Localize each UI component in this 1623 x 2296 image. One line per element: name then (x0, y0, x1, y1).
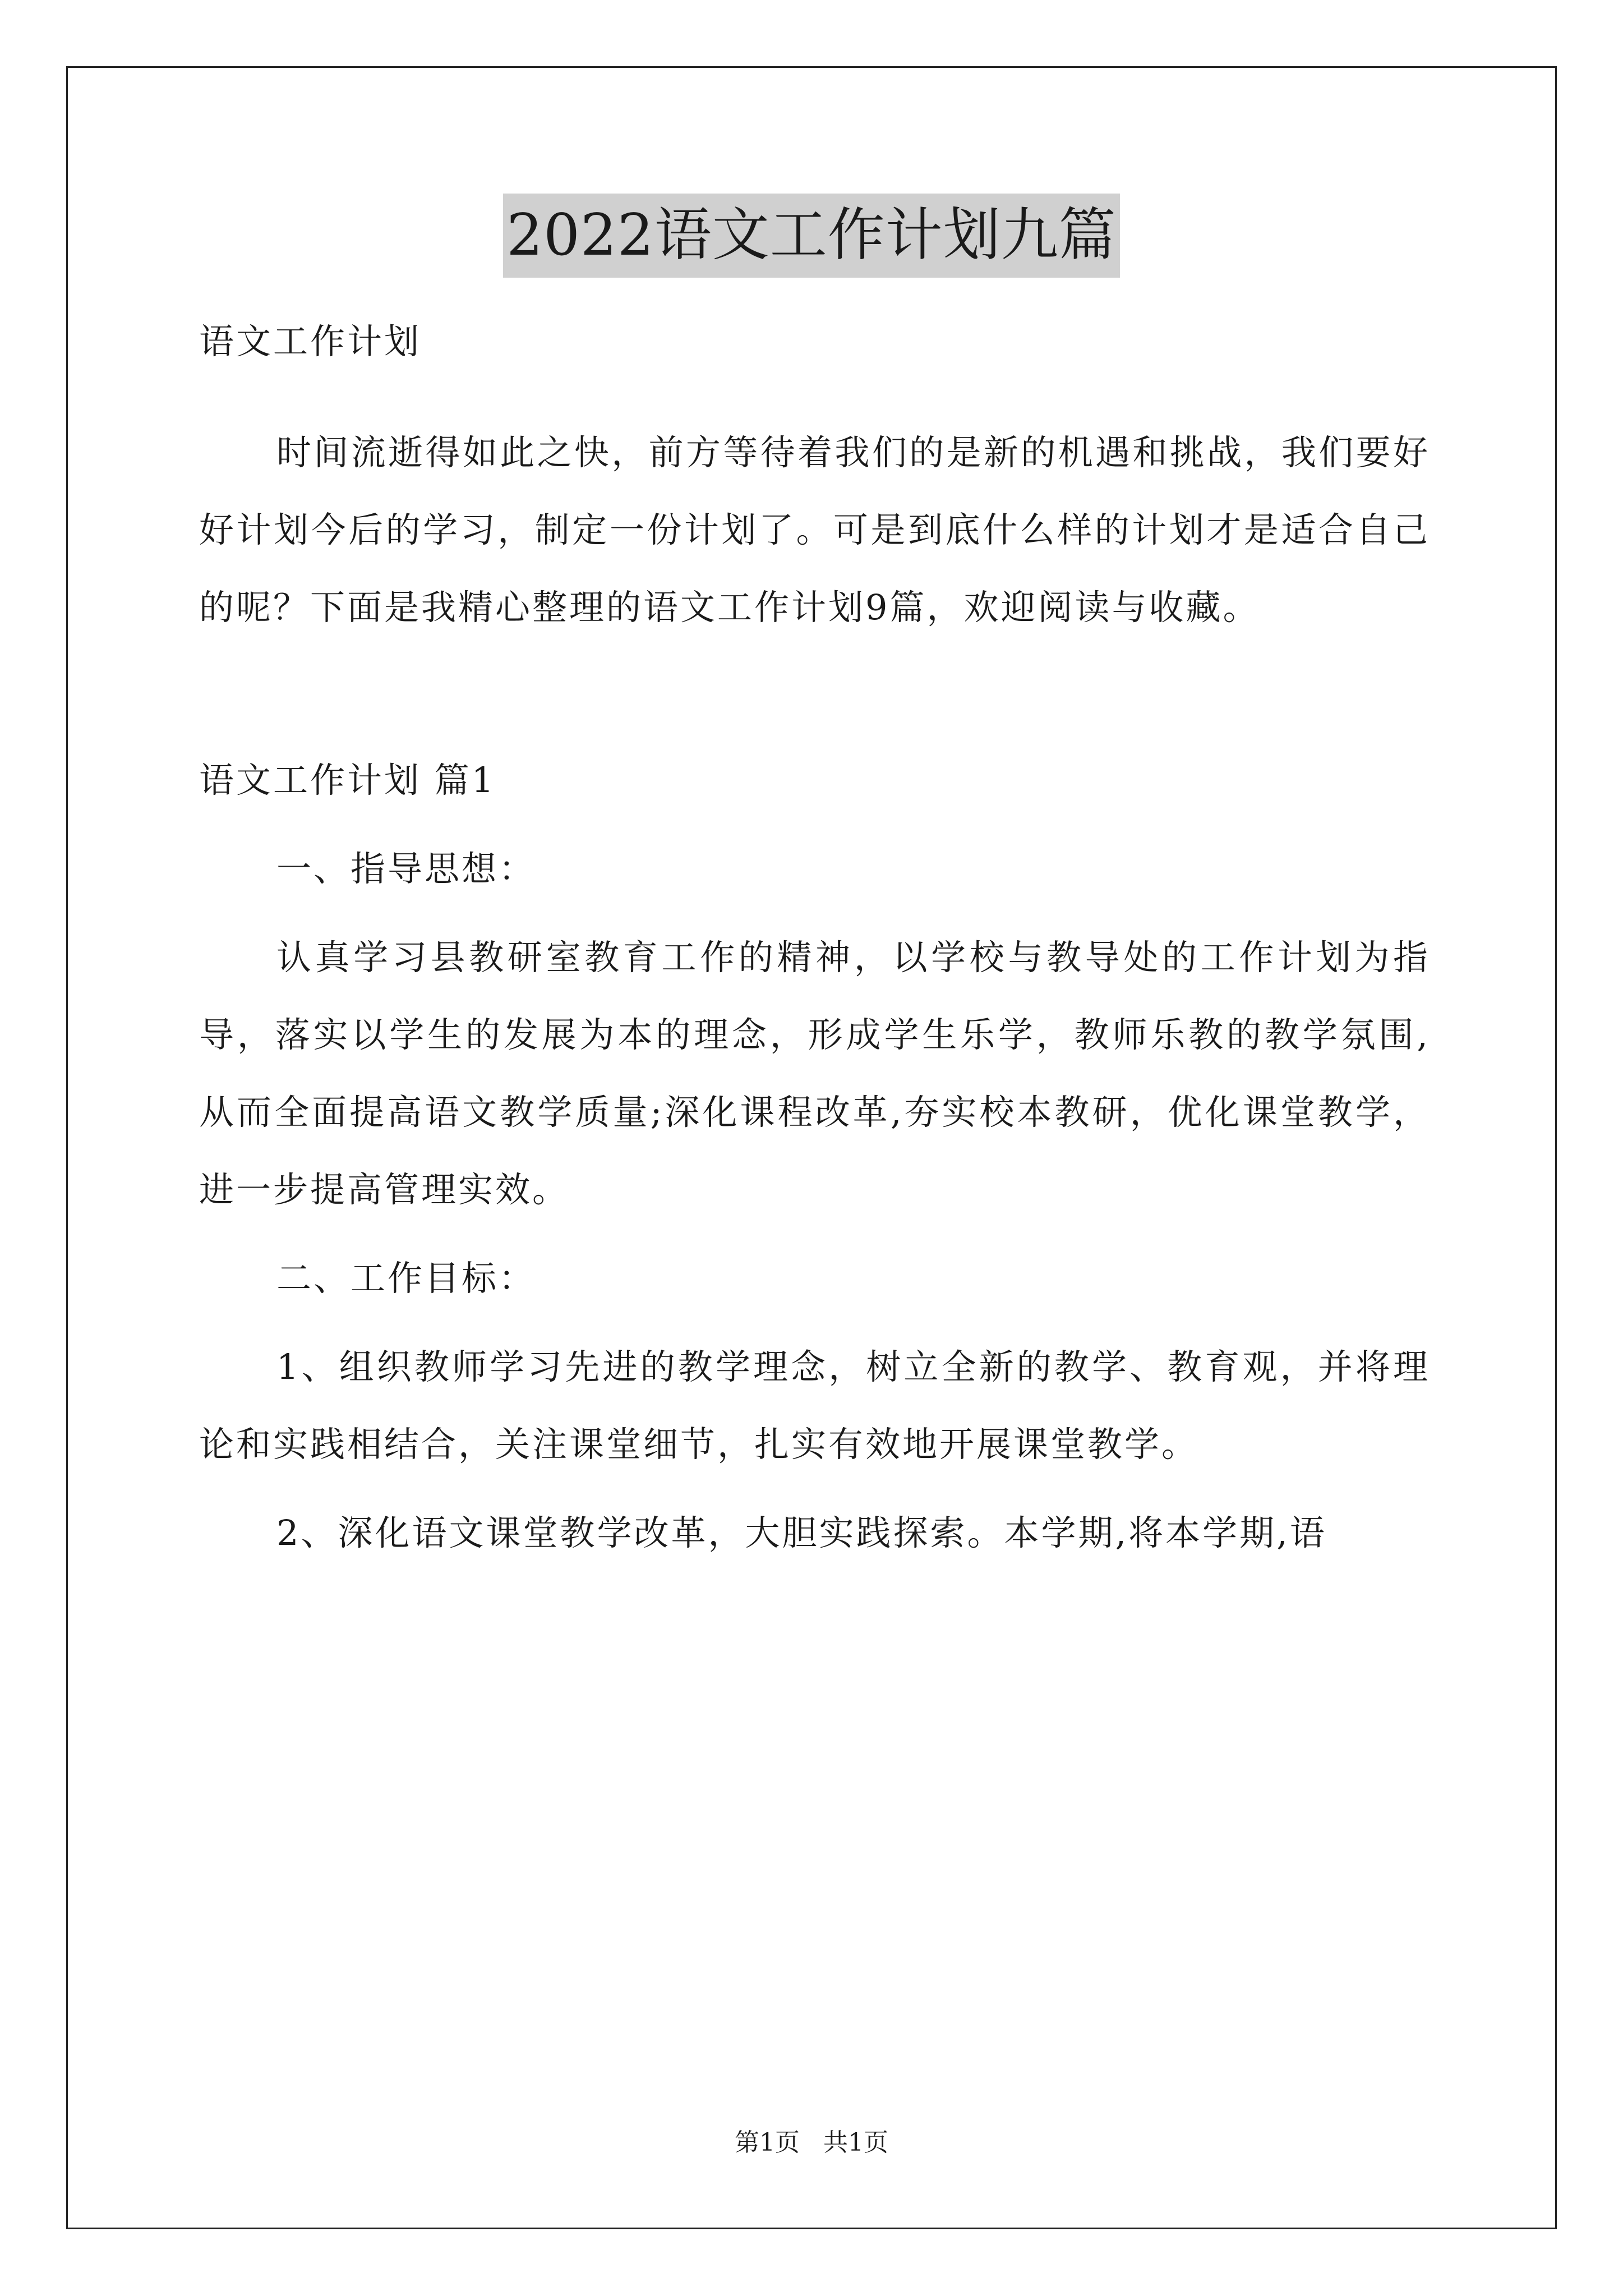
document-body (199, 303, 1430, 1572)
spacer (199, 1317, 1430, 1328)
spacer (199, 380, 1430, 414)
spacer (199, 819, 1430, 830)
document-title: 2022语文工作计划九篇 (503, 194, 1120, 278)
spacer (199, 646, 1430, 742)
spacer (199, 908, 1430, 919)
guiding-paragraph: 认真学习县教研室教育工作的精神，以学校与教导处的工作计划为指导，落实以学生的发展为本的理念，形成学生乐学，教师乐教的教学氛围,从而全面提高语文教学质量;深化课程改革,夯实校本教研，优化课堂教学，进一步提高管理实效。 (199, 937, 1430, 1210)
spacer (199, 1228, 1430, 1240)
goal-item-2: 2、深化语文课堂教学改革，大胆实践探索。本学期,将本学期,语 (276, 1512, 1327, 1553)
guiding-heading: 一、指导思想： (276, 848, 536, 889)
spacer (199, 1483, 1430, 1494)
intro-heading: 语文工作计划 (199, 321, 422, 362)
intro-paragraph: 时间流逝得如此之快，前方等待着我们的是新的机遇和挑战，我们要好好计划今后的学习，制定一份计划了。可是到底什么样的计划才是适合自己的呢？下面是我精心整理的语文工作计划9篇，欢迎阅读与收藏。 (199, 432, 1430, 628)
page-number-footer: 第1页 共1页 (735, 2128, 888, 2157)
title-container (0, 194, 1623, 278)
goal-item-1: 1、组织教师学习先进的教学理念，树立全新的教学、教育观，并将理论和实践相结合，关注课堂细节，扎实有效地开展课堂教学。 (199, 1346, 1430, 1465)
goals-heading: 二、工作目标： (276, 1258, 536, 1299)
section-heading: 语文工作计划 篇1 (199, 760, 496, 800)
